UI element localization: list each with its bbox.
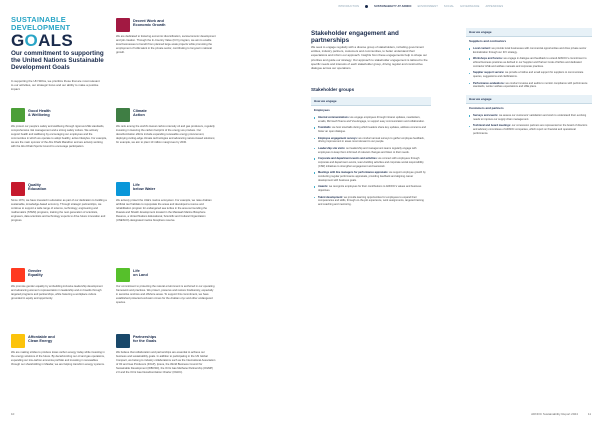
nav-item-appendices[interactable]: APPENDICES	[485, 5, 504, 8]
bullet-text: we provide learning opportunities for employees to expand their competencies and skills, through on-the-job experience, work assignments, targeted training and coaching and mentoring.	[318, 195, 424, 207]
sdg-13-icon	[116, 108, 130, 122]
sdg-15-icon	[116, 268, 130, 282]
nav-item-governance[interactable]: GOVERNANCE	[460, 5, 480, 8]
nav-item-introduction[interactable]: INTRODUCTION	[338, 5, 360, 8]
bullet-item	[469, 124, 589, 135]
bullet-heading: Corporate and department events and activities:	[318, 157, 378, 161]
bullet-item	[314, 147, 428, 155]
bullet-heading: Talent development:	[318, 195, 344, 199]
bullet-text: we provide local businesses with commercial opportunities and drive private sector Emiratization through our ICV strategy.	[473, 47, 587, 54]
goal-text: Our commitment to protecting the natural environment is anchored in our operating framework and practices. We protect, preserve and restore biodiversity, especially in sensitive onshore and offshore areas. To support this commitment, we have established protected exclusion zones for the Arabian oryx and other endangered species.	[116, 285, 215, 305]
bullet-heading: Meetings with line managers for performance appraisals:	[318, 171, 389, 175]
bullet-heading: Leadership site visits:	[318, 146, 346, 150]
sdg-7-icon	[11, 334, 25, 348]
bullet-text: we conduct reviews and audits to monitor compliance with performance standards, worker welfare expectations and HSE plans.	[473, 81, 588, 89]
bullet-item	[314, 196, 428, 207]
goal-title: Life on Land	[133, 269, 148, 278]
bullet-heading: Employee engagement surveys:	[318, 136, 358, 140]
bullet-item	[469, 82, 589, 90]
bullet-text: we host townhalls during which leaders share key updates, address concerns and foster an open dialogue.	[318, 126, 426, 134]
logo-g: G	[11, 31, 25, 50]
right-page	[300, 0, 600, 424]
goal-title: Decent Work and Economic Growth	[133, 19, 166, 28]
goal-good-health	[11, 108, 107, 149]
goal-text: We believe that collaboration and partnerships are essential to achieve our business and sustainability goals. In addition to participating in the UN Global Compact, we belong to industry collaborations such as the International Association of Oil and Gas Producers (IOGP), Ipieca, the World Business Council for Sustainable Development (WBCSD), the Oil & Gas Methane Partnership (OGMP) 2.0 and the Oil & Gas Decarbonization Charter (OGDC).	[116, 351, 216, 375]
bullet-heading: Local content:	[473, 47, 491, 50]
logo-line-1: SUSTAINABLE	[11, 15, 66, 24]
goal-text: We are dedicated to fostering economic diversification, socioeconomic development and job creation. Through the In-Country Value (ICV) program, we aim to enable local businesses to benefit from planned large-scale projects while promoting the employment of UAE talent in the private sector, contributing to long-term national growth.	[116, 35, 216, 55]
bullet-item	[314, 137, 428, 145]
page-number-left: 10	[11, 412, 15, 416]
logo-line-3	[11, 32, 73, 49]
bullet-text: we assess our customers' satisfaction and work to understand their evolving needs to improve our supply chain management.	[473, 114, 587, 121]
bullet-item	[469, 71, 589, 79]
goal-climate-action	[116, 108, 216, 145]
goal-decent-work	[116, 18, 216, 55]
goal-text: We promote gender equality by embedding inclusive leadership development and advancing women's representation in leadership and on boards through targeted programs and partnerships, while fostering a workplace culture grounded in equity and opportunity.	[11, 285, 103, 301]
sdg-8-icon	[116, 18, 130, 32]
goal-title: Gender Equality	[28, 269, 43, 278]
employees-label: Employees	[311, 105, 431, 114]
goal-title: Good Health & Wellbeing	[28, 109, 51, 118]
goal-title: Life below Water	[133, 183, 156, 192]
footer-report-label: ADNOC Sustainability Report 2024	[531, 412, 578, 416]
bullet-heading: Supplier support service:	[473, 71, 505, 75]
bullet-heading: Technical and board meetings:	[473, 124, 512, 128]
stakeholder-groups-heading: Stakeholder groups	[311, 87, 355, 92]
bullet-item	[314, 116, 428, 124]
bullet-text: we connect with employees through corporate and department events, team-building activities and corporate social responsibility (CSR) initiatives to strengthen engagement and teamwork.	[318, 157, 424, 168]
goal-title: Affordable and Clean Energy	[28, 335, 55, 344]
how-we-engage-header: How we engage	[311, 97, 431, 105]
suppliers-label: Suppliers and contractors	[466, 36, 592, 45]
sdg-14-icon	[116, 182, 130, 196]
bullet-text: our concession partners are represented on the board of directors and advisory committees of ADNOC companies, which report on financial and operational performance.	[473, 124, 588, 135]
bullet-heading: Townhalls:	[318, 126, 332, 130]
goal-title: Partnerships for the Goals	[133, 335, 157, 344]
goal-text: We rank among the world's lowest carbon-intensity oil and gas producers, regularly investing in lowering the carbon footprint of the energy we produce. Our decarbonization efforts include expanding renewable energy procurement, deploying cutting-edge climate technologies and advancing nature-based solutions; for example, we aim to plant 10 million mangroves by 2030.	[116, 125, 216, 145]
bullet-text: we engage in dialogue and feedback to extend ADNOC's commitment to ethical business practices as defined in our Supplier and Partner Code of Ethics and dedicated contractor HSE and welfare manuals and corporate practices.	[473, 57, 587, 68]
bullet-heading: Performance evaluations:	[473, 81, 505, 85]
goal-text: We actively protect the UAE's marine ecosystem. For example, we raise Arabian artificial reef habitats to repopulate the areas and developed a rescue and rehabilitation program for endangered sea turtles in the area surrounding the Ruwais and Sheikh development located in the Marawah Marine Biosphere Reserve, a United Nations Educational, Scientific and Cultural Organization (UNESCO)-designated marine biosphere reserve.	[116, 199, 212, 223]
bullet-item	[469, 47, 589, 55]
logo-als: ALS	[38, 31, 73, 50]
nav-item-environment[interactable]: ENVIRONMENT	[417, 5, 438, 8]
commitment-intro: In supporting the UN SDGs, we prioritize those that are most relevant to our activities, our strategic focus and our ability to make a positive impact.	[11, 79, 100, 92]
bullet-text: we support employee growth by conducting regular performance appraisals, providing feedback and aligning career development with business goals.	[318, 171, 426, 182]
bullet-item	[469, 57, 589, 68]
sdg-5-icon	[11, 268, 25, 282]
how-we-engage-header-2: How we engage	[466, 95, 592, 103]
employees-table	[311, 97, 431, 210]
sdg-logo	[11, 16, 73, 49]
sdg-17-icon	[116, 334, 130, 348]
sdg-3-icon	[11, 108, 25, 122]
goal-title: Climate Action	[133, 109, 147, 118]
commitment-heading: Our commitment to supporting the United Nations Sustainable Development Goals	[11, 50, 104, 72]
suppliers-customers-table	[466, 28, 592, 138]
bullet-item	[314, 171, 428, 182]
goal-text: We are making strides to produce lower-carbon energy today while investing in the energy solutions of the future. By decarbonizing our oil and gas operations, expanding our low-carbon ammonia portfolio and investing in renewables through our shareholding in Masdar, we are helping transform energy systems.	[11, 351, 105, 367]
bullet-text: we provide a hotline and email support for suppliers to communicate queries, suggestions and clarifications.	[473, 71, 584, 79]
logo-line-2: DEVELOPMENT	[11, 22, 71, 32]
bullet-heading: Internal communications:	[318, 116, 350, 119]
sdg-4-icon	[11, 182, 25, 196]
customers-list	[466, 112, 592, 136]
bullet-item	[314, 185, 428, 193]
goal-quality-education	[11, 182, 107, 223]
nav-item-social[interactable]: SOCIAL	[443, 5, 455, 8]
how-we-engage-header: How we engage	[466, 28, 592, 36]
customers-label: Customers and partners	[466, 103, 592, 112]
goal-text: Since 1974, we have invested in education as part of our dedication to building a sustainable, knowledge-based economy. Through strategic partnerships, we continue to support a wide range of science, technology, engineering and mathematics (STEM) programs, training the next generation of scientists, engineers, data scientists and technology experts to drive future innovation and progress.	[11, 199, 107, 223]
stakeholder-intro: We seek to engage regularly with a diverse group of stakeholders, including government entities, industry partners, customers and communities, to better understand their expectations and inform our approach. Insights from these engagements help to shape our priorities and guide our strategy. Our approach to stakeholder engagement is tailored to the specific needs and interests of each stakeholder group, driving regular and constructive dialogue across our operations.	[311, 45, 428, 71]
bullet-heading: Surveys and events:	[473, 114, 499, 118]
bullet-item	[314, 157, 428, 168]
nav-item-sustainability[interactable]: SUSTAINABILITY AT ADNOC	[374, 5, 412, 8]
bullet-item	[314, 126, 428, 134]
goal-life-on-land	[116, 268, 216, 305]
employees-list	[311, 114, 431, 207]
bullet-heading: Workshops and forums:	[473, 57, 503, 61]
goal-life-below-water	[116, 182, 216, 223]
logo-o: O	[24, 31, 39, 50]
goal-text: We protect our people's safety and wellbeing through rigorous HSE standards, comprehensive risk management and a strong safety culture. We actively support health and wellbeing by encouraging our employees and the communities in which we operate to adopt healthy, active lifestyles. For example, we are the main sponsor of the Abu Dhabi Marathon and are actively working with the Abu Dhabi Sports Council to encourage participation.	[11, 125, 107, 149]
bullet-item	[469, 114, 589, 122]
goal-affordable-energy	[11, 334, 107, 367]
bullet-text: we conduct annual surveys to gather employee feedback, driving improvement in areas most relevant to our people.	[318, 136, 425, 144]
bullet-heading: Awards:	[318, 185, 329, 189]
suppliers-list	[466, 45, 592, 89]
goal-title: Quality Education	[28, 183, 47, 192]
page-number-right: 11	[587, 412, 591, 416]
goal-partnerships	[116, 334, 216, 375]
footer	[531, 412, 591, 416]
bullet-text: we engage employees through intranet updates, newsletters, emails, Microsoft Teams and Viva Engage, to support easy communication and collaboration.	[318, 116, 425, 123]
bullet-text: our leadership and management teams regularly engage with employees to keep them informed of relevant changes and listen to their needs.	[318, 146, 417, 154]
bullet-text: we recognize employees for their contributions to ADNOC's values and business objectives.	[318, 185, 422, 193]
stakeholder-title: Stakeholder engagement and partnerships	[311, 30, 399, 45]
goal-gender-equality	[11, 268, 107, 301]
